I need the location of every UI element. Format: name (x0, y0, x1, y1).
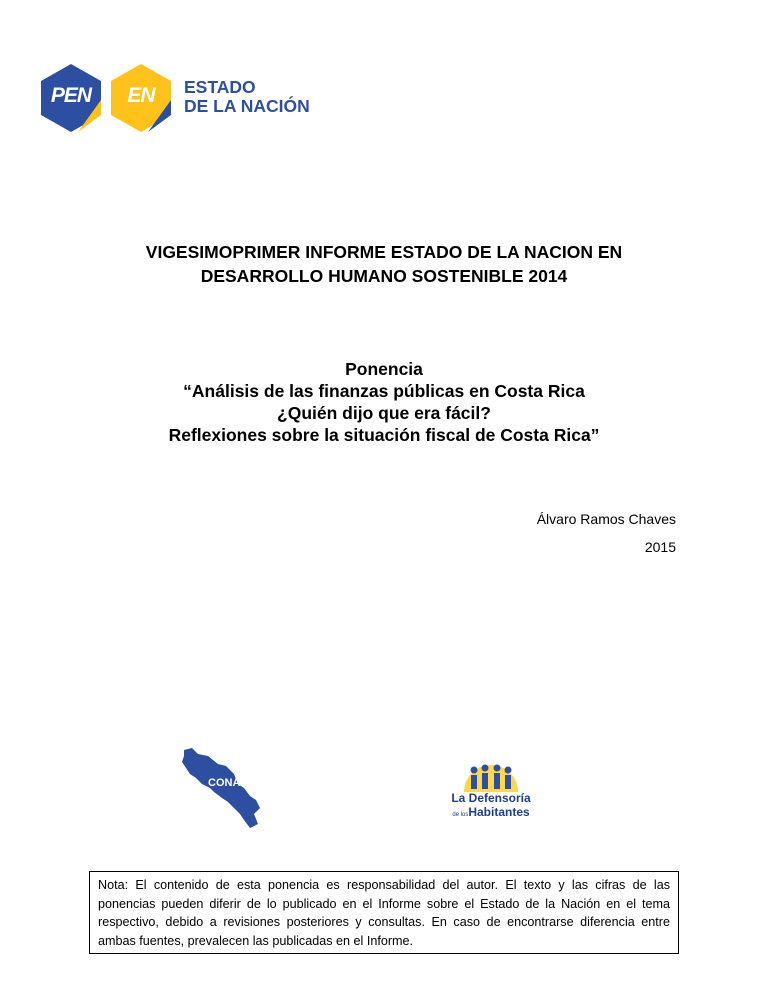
talk-label: Ponencia (345, 359, 423, 379)
conare-logo (178, 744, 266, 832)
defensoria-line-1: La Defensoría (451, 791, 531, 805)
brand-line-2: DE LA NACIÓN (184, 96, 310, 116)
pen-logo-text: PEN (50, 84, 92, 107)
author-name: Álvaro Ramos Chaves (536, 511, 676, 527)
defensoria-line-2: Habitantes (468, 805, 530, 819)
defensoria-emblem-icon (450, 752, 532, 792)
publication-year: 2015 (644, 539, 676, 555)
costa-rica-map-icon (178, 744, 266, 832)
talk-title-line-2: ¿Quién dijo que era fácil? (277, 403, 491, 423)
author-block (537, 505, 676, 561)
conare-label: CONARE (208, 777, 256, 789)
brand-line-1: ESTADO (184, 77, 256, 97)
defensoria-line-2-wrap (450, 805, 532, 822)
en-logo (108, 62, 174, 134)
talk-title-line-1: “Análisis de las finanzas públicas en Costa Rica (183, 381, 585, 401)
defensoria-small: de los (452, 812, 469, 818)
talk-title-line-3: Reflexiones sobre la situación fiscal de Costa Rica” (168, 425, 600, 445)
talk-title (0, 358, 768, 446)
brand-name (184, 78, 310, 116)
report-title (0, 240, 768, 288)
defensoria-logo (450, 752, 532, 822)
pen-logo (38, 62, 104, 134)
en-logo-text: EN (127, 84, 155, 107)
disclaimer-note: Nota: El contenido de esta ponencia es responsabilidad del autor. El texto y las cifras de las ponencias pueden diferir de lo publicado en el Informe sobre el Estado de la Nación en el tema respectivo, debido a revisiones posteriores y consultas. En caso de encontrarse diferencia entre ambas fuentes, prevalecen las publicadas en el Informe. (89, 871, 679, 954)
report-title-line-2: DESARROLLO HUMANO SOSTENIBLE 2014 (200, 266, 568, 286)
report-title-line-1: VIGESIMOPRIMER INFORME ESTADO DE LA NACION EN (145, 242, 623, 262)
